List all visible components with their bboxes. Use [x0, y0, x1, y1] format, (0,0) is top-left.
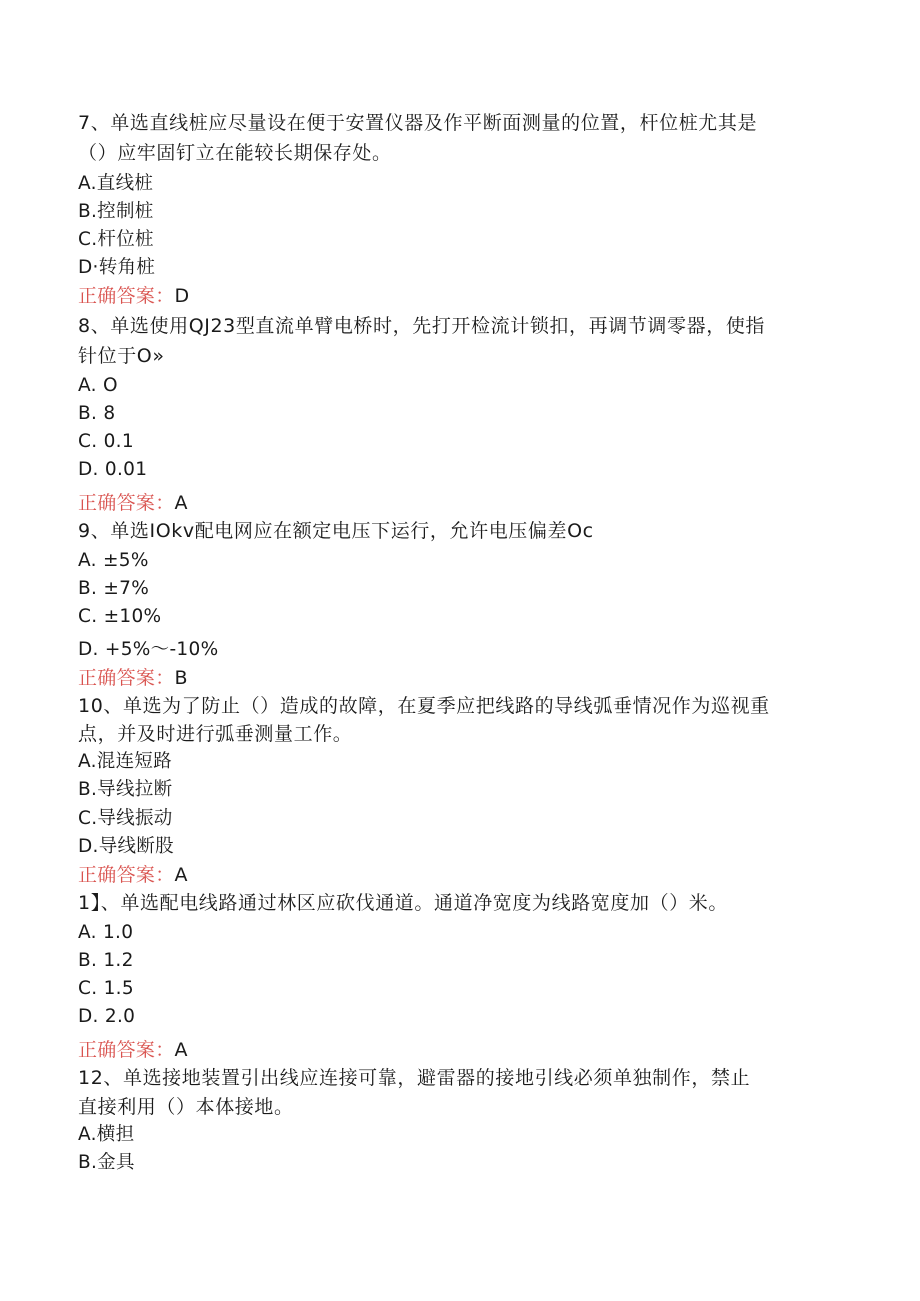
- answer-value: A: [174, 492, 188, 514]
- question-7-answer: [78, 283, 189, 309]
- answer-label: 正确答案：: [78, 285, 175, 307]
- question-10-option-b: B.导线拉断: [78, 779, 173, 800]
- question-12-line-2: 直接利用（）本体接地。: [78, 1096, 294, 1118]
- question-10-line-2: 点，并及时进行弧垂测量工作。: [78, 723, 353, 745]
- answer-label: 正确答案：: [78, 667, 175, 689]
- answer-label: 正确答案：: [78, 864, 175, 886]
- question-8-option-b: B. 8: [78, 403, 116, 424]
- question-11-answer: [78, 1037, 188, 1063]
- question-8-option-a: A. O: [78, 375, 118, 396]
- question-11-option-a: A. 1.0: [78, 922, 134, 943]
- question-9-line-1: 9、单选IOkv配电网应在额定电压下运行，允许电压偏差Oc: [78, 520, 594, 542]
- question-9-option-a: A. ±5%: [78, 550, 149, 571]
- answer-value: D: [174, 285, 190, 307]
- question-7-option-a: A.直线桩: [78, 173, 154, 194]
- question-12-option-a: A.横担: [78, 1124, 135, 1145]
- question-8-option-c: C. 0.1: [78, 431, 134, 452]
- question-9-option-d: D. +5%～-10%: [78, 639, 219, 660]
- answer-label: 正确答案：: [78, 492, 175, 514]
- question-11-option-b: B. 1.2: [78, 950, 134, 971]
- question-12-line-1: 12、单选接地装置引出线应连接可靠，避雷器的接地引线必须单独制作，禁止: [78, 1067, 751, 1089]
- question-10-option-a: A.混连短路: [78, 751, 173, 772]
- question-9-option-c: C. ±10%: [78, 606, 162, 627]
- question-10-answer: [78, 862, 188, 888]
- question-7-line-2: （）应牢固钉立在能较长期保存处。: [78, 142, 392, 164]
- question-8-line-1: 8、单选使用QJ23型直流单臂电桥时，先打开检流计锁扣，再调节调零器，使指: [78, 315, 766, 337]
- answer-value: B: [174, 667, 188, 689]
- question-10-line-1: 10、单选为了防止（）造成的故障，在夏季应把线路的导线弧垂情况作为巡视重: [78, 695, 770, 717]
- question-8-answer: [78, 490, 188, 516]
- question-9-answer: [78, 665, 188, 691]
- question-12-option-b: B.金具: [78, 1152, 135, 1173]
- answer-value: A: [174, 864, 188, 886]
- answer-value: A: [174, 1039, 188, 1061]
- question-10-option-c: C.导线振动: [78, 808, 173, 829]
- question-9-option-b: B. ±7%: [78, 578, 150, 599]
- question-11-option-d: D. 2.0: [78, 1006, 136, 1027]
- question-11-line-1: 1】、单选配电线路通过林区应砍伐通道。通道净宽度为线路宽度加（）米。: [78, 892, 728, 914]
- question-7-option-c: C.杆位桩: [78, 229, 154, 250]
- answer-label: 正确答案：: [78, 1039, 175, 1061]
- question-7-line-1: 7、单选直线桩应尽量设在便于安置仪器及作平断面测量的位置，杆位桩尤其是: [78, 112, 758, 134]
- question-7-option-d: D·转角桩: [78, 257, 156, 278]
- question-7-option-b: B.控制桩: [78, 201, 154, 222]
- question-10-option-d: D.导线断股: [78, 836, 174, 857]
- question-8-line-2: 针位于O»: [78, 345, 165, 367]
- question-11-option-c: C. 1.5: [78, 978, 134, 999]
- question-8-option-d: D. 0.01: [78, 459, 148, 480]
